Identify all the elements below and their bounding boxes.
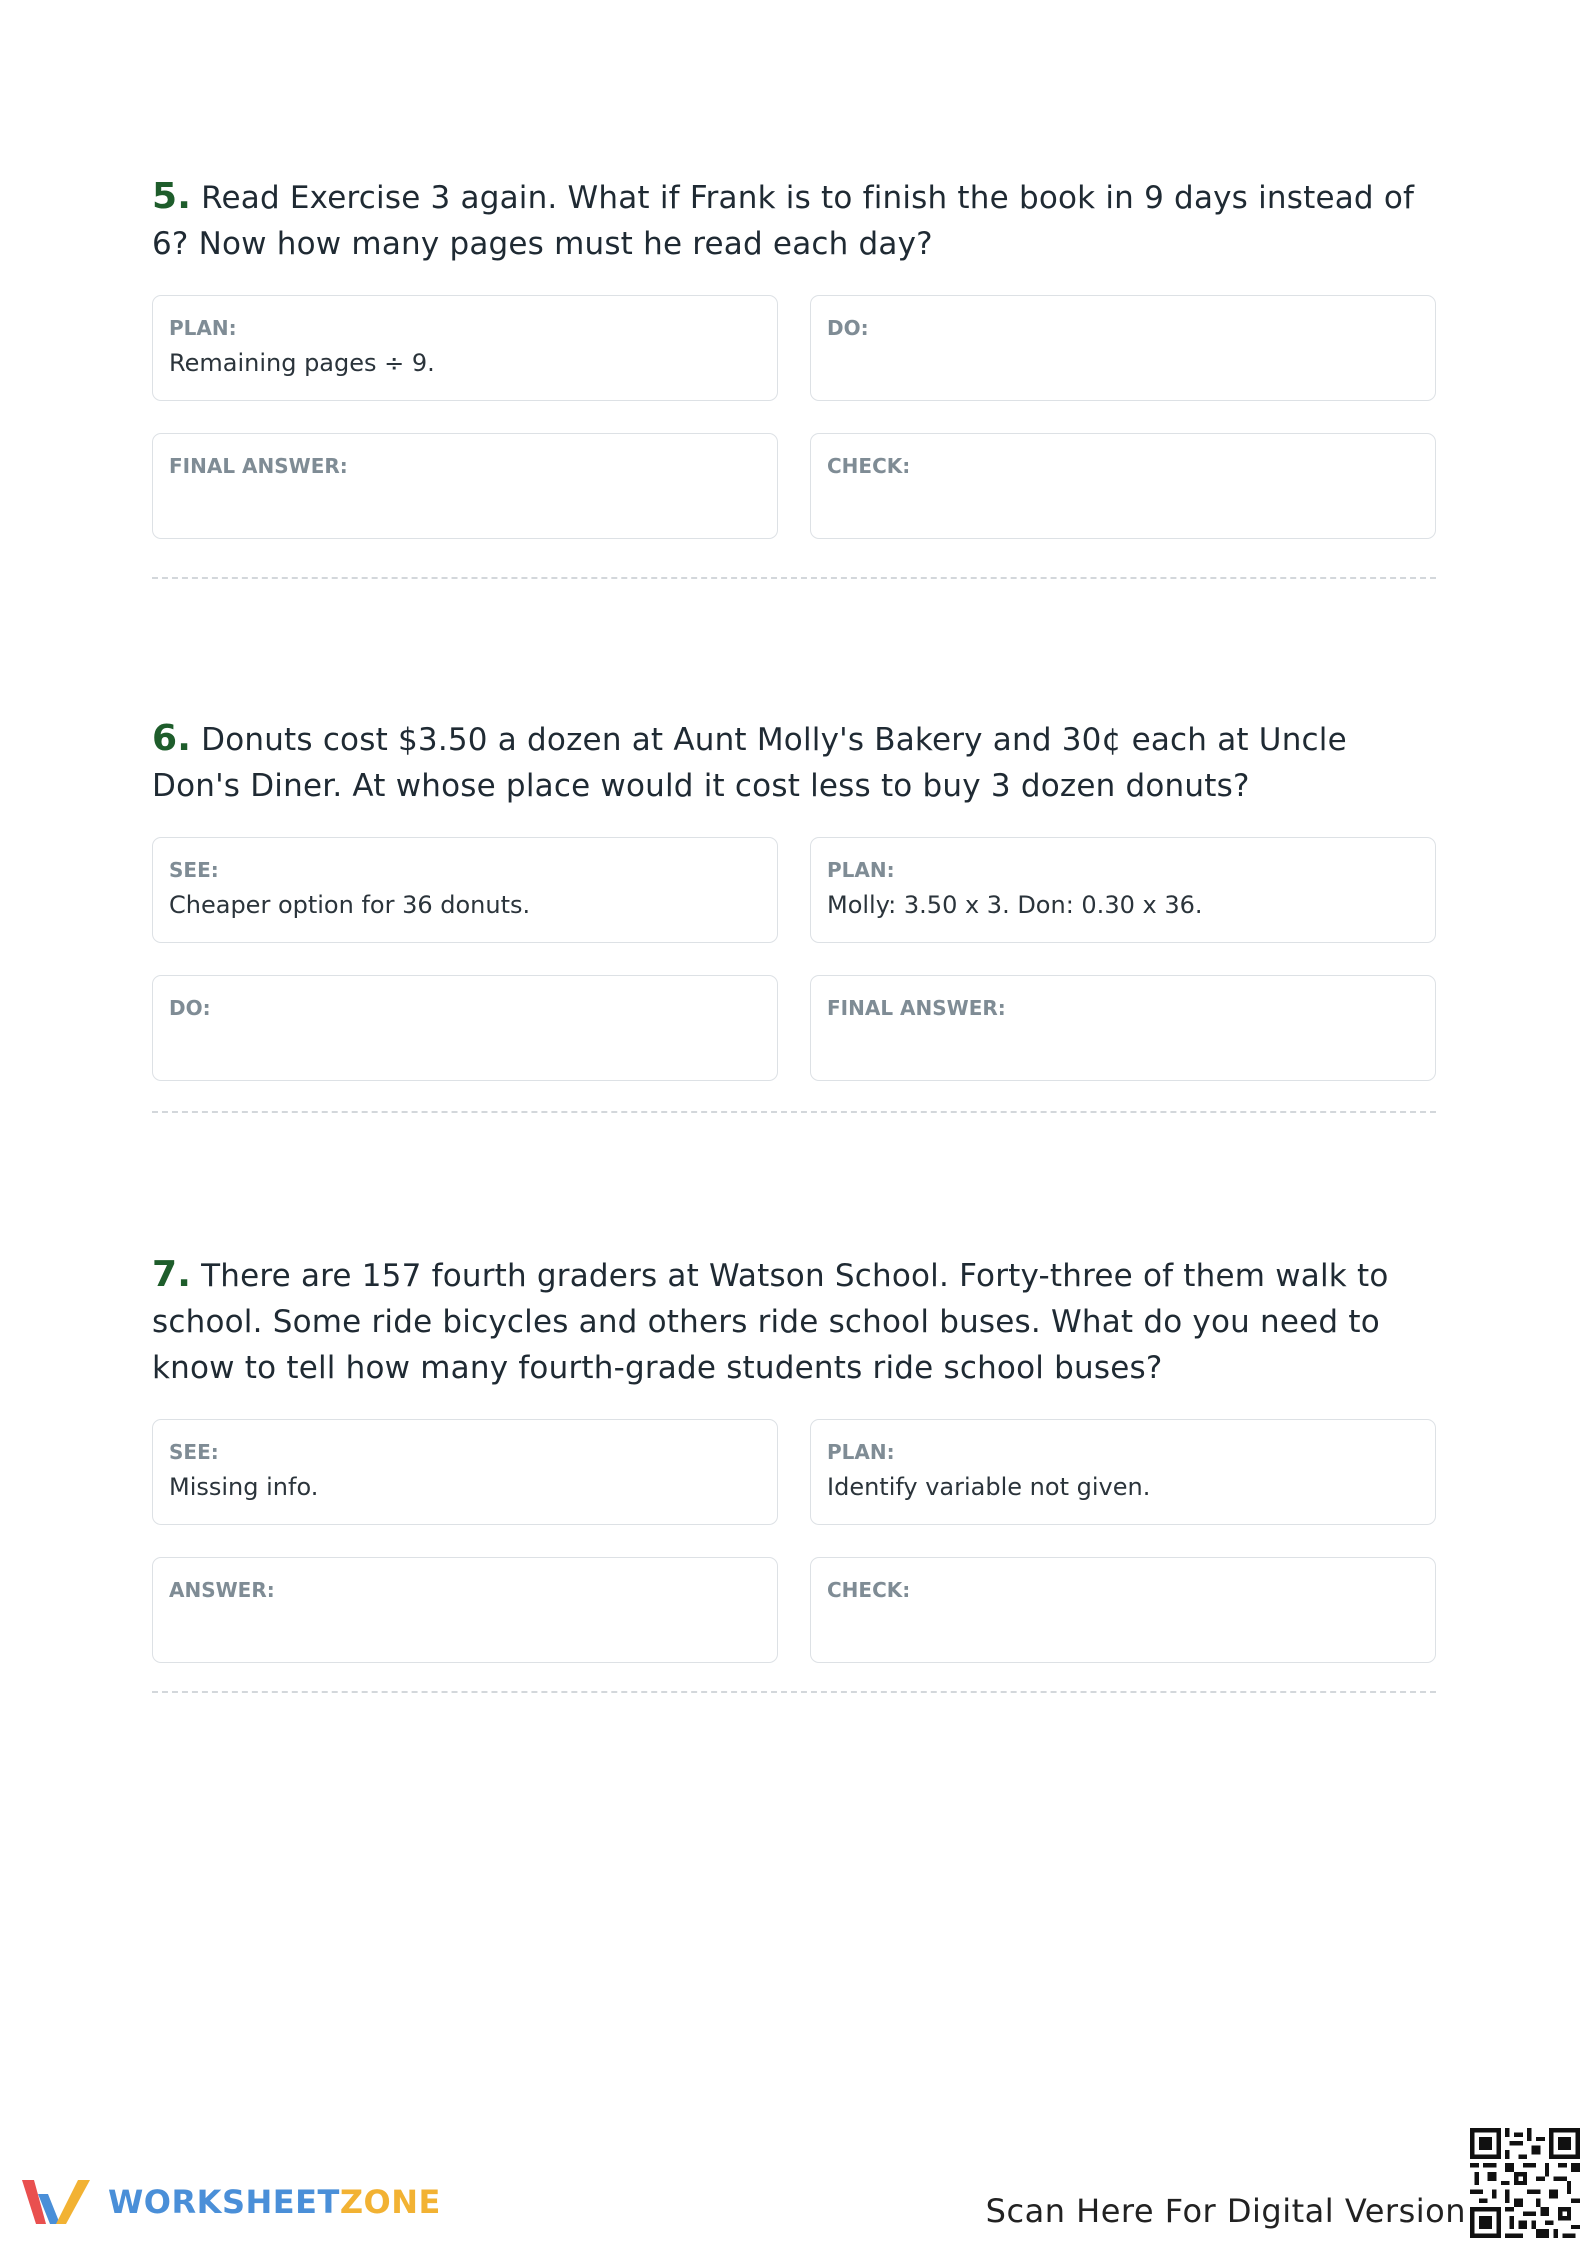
worksheetzone-logo-icon: [18, 2172, 94, 2232]
scan-text: Scan Here For Digital Version: [985, 2192, 1466, 2230]
answer-box-answer[interactable]: [152, 1557, 778, 1663]
answer-box-check[interactable]: [810, 433, 1436, 539]
section-divider: [152, 577, 1436, 579]
question-5: [152, 174, 1436, 267]
question-number: 6.: [152, 718, 192, 759]
problem-6: [152, 716, 1436, 1020]
box-label: PLAN:: [827, 858, 895, 882]
qr-code-icon[interactable]: [1470, 2128, 1580, 2238]
box-label: ANSWER:: [169, 1578, 275, 1602]
box-label: FINAL ANSWER:: [169, 454, 348, 478]
question-6: [152, 716, 1436, 809]
box-label: DO:: [169, 996, 211, 1020]
problem-7: [152, 1252, 1436, 1602]
answer-box-plan[interactable]: [810, 837, 1436, 943]
brand-zone: ZONE: [339, 2183, 441, 2221]
section-divider: [152, 1111, 1436, 1113]
box-label: FINAL ANSWER:: [827, 996, 1006, 1020]
box-content: Molly: 3.50 x 3. Don: 0.30 x 36.: [827, 891, 1203, 919]
question-number: 5.: [152, 176, 192, 217]
box-label: PLAN:: [827, 1440, 895, 1464]
problem-5: [152, 174, 1436, 478]
box-label: SEE:: [169, 1440, 219, 1464]
box-content: Cheaper option for 36 donuts.: [169, 891, 531, 919]
question-7: [152, 1252, 1436, 1391]
answer-box-final-answer[interactable]: [152, 433, 778, 539]
box-label: CHECK:: [827, 1578, 911, 1602]
box-content: Identify variable not given.: [827, 1473, 1151, 1501]
answer-box-final-answer[interactable]: [810, 975, 1436, 1081]
answer-box-do[interactable]: [152, 975, 778, 1081]
brand-worksheet: WORKSHEET: [108, 2183, 340, 2221]
box-content: Missing info.: [169, 1473, 319, 1501]
question-text: Read Exercise 3 again. What if Frank is to finish the book in 9 days instead of 6? Now how many pages must he read each day?: [152, 180, 1415, 262]
answer-box-check[interactable]: [810, 1557, 1436, 1663]
box-label: SEE:: [169, 858, 219, 882]
box-label: DO:: [827, 316, 869, 340]
brand-name: [108, 2183, 441, 2221]
section-divider: [152, 1691, 1436, 1693]
answer-box-see[interactable]: [152, 837, 778, 943]
footer-logo[interactable]: [18, 2172, 441, 2232]
answer-box-plan[interactable]: [810, 1419, 1436, 1525]
answer-box-see[interactable]: [152, 1419, 778, 1525]
box-label: PLAN:: [169, 316, 237, 340]
question-number: 7.: [152, 1254, 192, 1295]
box-content: Remaining pages ÷ 9.: [169, 349, 435, 377]
question-text: There are 157 fourth graders at Watson School. Forty-three of them walk to school. Some ride bicycles and others ride school buses. What do you need to know to tell how many fourth-grade students ride school buses?: [152, 1258, 1389, 1386]
answer-box-plan[interactable]: [152, 295, 778, 401]
answer-box-do[interactable]: [810, 295, 1436, 401]
box-label: CHECK:: [827, 454, 911, 478]
question-text: Donuts cost $3.50 a dozen at Aunt Molly's Bakery and 30¢ each at Uncle Don's Diner. At whose place would it cost less to buy 3 dozen donuts?: [152, 722, 1347, 804]
